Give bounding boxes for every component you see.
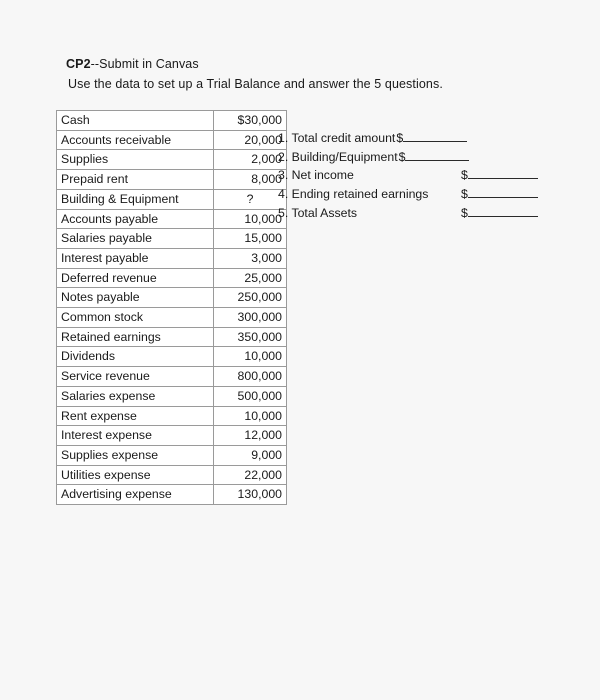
table-row: [57, 465, 287, 485]
question-item: [278, 185, 578, 204]
account-name-cell: Retained earnings: [57, 327, 214, 347]
account-name-cell: Dividends: [57, 347, 214, 367]
account-amount-cell: 10,000: [214, 209, 287, 229]
account-amount-cell: 15,000: [214, 229, 287, 249]
account-amount-cell: 3,000: [214, 248, 287, 268]
account-amount-cell: 800,000: [214, 367, 287, 387]
question-item: [278, 204, 578, 223]
question-label: 1. Total credit amount: [278, 131, 396, 145]
account-name-cell: Salaries expense: [57, 386, 214, 406]
account-name-cell: Utilities expense: [57, 465, 214, 485]
account-amount-cell: 9,000: [214, 445, 287, 465]
account-amount-cell: 10,000: [214, 406, 287, 426]
table-row: [57, 308, 287, 328]
currency-symbol: $: [461, 205, 468, 220]
question-answer-field[interactable]: [461, 204, 538, 223]
account-name-cell: Supplies: [57, 150, 214, 170]
question-label: 3. Net income: [278, 168, 354, 183]
table-row: [57, 406, 287, 426]
table-row: [57, 327, 287, 347]
account-amount-cell: 2,000: [214, 150, 287, 170]
answer-blank-line[interactable]: [468, 186, 538, 198]
table-row: [57, 248, 287, 268]
account-name-cell: Cash: [57, 111, 214, 131]
table-row: [57, 367, 287, 387]
account-amount-cell: 8,000: [214, 170, 287, 190]
questions-list: [278, 129, 578, 222]
account-name-cell: Building & Equipment: [57, 189, 214, 209]
account-name-cell: Prepaid rent: [57, 170, 214, 190]
worksheet-heading: [68, 54, 538, 94]
table-row: [57, 426, 287, 446]
currency-symbol: $: [461, 187, 468, 202]
account-amount-cell: 20,000: [214, 130, 287, 150]
account-amount-cell: 250,000: [214, 288, 287, 308]
answer-blank-line[interactable]: [405, 149, 469, 161]
currency-symbol: $: [396, 131, 404, 145]
table-row: [57, 288, 287, 308]
account-amount-cell: 12,000: [214, 426, 287, 446]
question-answer-field[interactable]: [399, 148, 470, 167]
account-name-cell: Interest payable: [57, 248, 214, 268]
table-row: [57, 485, 287, 505]
question-answer-field[interactable]: [461, 166, 538, 185]
question-label: 4. Ending retained earnings: [278, 187, 429, 202]
account-amount-cell: 300,000: [214, 308, 287, 328]
table-row: [57, 268, 287, 288]
table-row: [57, 111, 287, 131]
account-amount-cell: 130,000: [214, 485, 287, 505]
account-name-cell: Common stock: [57, 308, 214, 328]
table-row: [57, 386, 287, 406]
table-row: [57, 170, 287, 190]
account-name-cell: Interest expense: [57, 426, 214, 446]
question-answer-field[interactable]: [396, 129, 467, 148]
assignment-title-suffix: --Submit in Canvas: [90, 57, 199, 71]
account-amount-cell: 10,000: [214, 347, 287, 367]
account-amount-cell-unknown: ?: [214, 189, 287, 209]
account-amount-cell: 500,000: [214, 386, 287, 406]
table-row: [57, 209, 287, 229]
answer-blank-line[interactable]: [403, 130, 467, 142]
account-name-cell: Advertising expense: [57, 485, 214, 505]
account-name-cell: Deferred revenue: [57, 268, 214, 288]
account-amount-cell: 22,000: [214, 465, 287, 485]
question-item: [278, 148, 578, 167]
account-amount-cell: $30,000: [214, 111, 287, 131]
account-name-cell: Rent expense: [57, 406, 214, 426]
table-row: [57, 150, 287, 170]
question-item: [278, 129, 578, 148]
trial-balance-table: [56, 110, 287, 505]
account-amount-cell: 350,000: [214, 327, 287, 347]
account-name-cell: Notes payable: [57, 288, 214, 308]
question-item: [278, 166, 578, 185]
table-row: [57, 130, 287, 150]
account-name-cell: Service revenue: [57, 367, 214, 387]
account-name-cell: Accounts payable: [57, 209, 214, 229]
currency-symbol: $: [398, 149, 406, 164]
account-name-cell: Salaries payable: [57, 229, 214, 249]
question-answer-field[interactable]: [461, 185, 538, 204]
trial-balance-body: [57, 111, 287, 505]
currency-symbol: $: [461, 168, 468, 183]
assignment-code: CP2: [66, 57, 91, 71]
account-name-cell: Supplies expense: [57, 445, 214, 465]
account-amount-cell: 25,000: [214, 268, 287, 288]
question-label: 2. Building/Equipment: [278, 149, 398, 164]
question-label: 5. Total Assets: [278, 205, 358, 220]
table-row: [57, 189, 287, 209]
assignment-title: [66, 54, 538, 74]
answer-blank-line[interactable]: [468, 205, 538, 217]
answer-blank-line[interactable]: [468, 167, 538, 179]
table-row: [57, 445, 287, 465]
account-name-cell: Accounts receivable: [57, 130, 214, 150]
table-row: [57, 229, 287, 249]
assignment-instruction: Use the data to set up a Trial Balance and answer the 5 questions.: [68, 77, 443, 91]
table-row: [57, 347, 287, 367]
